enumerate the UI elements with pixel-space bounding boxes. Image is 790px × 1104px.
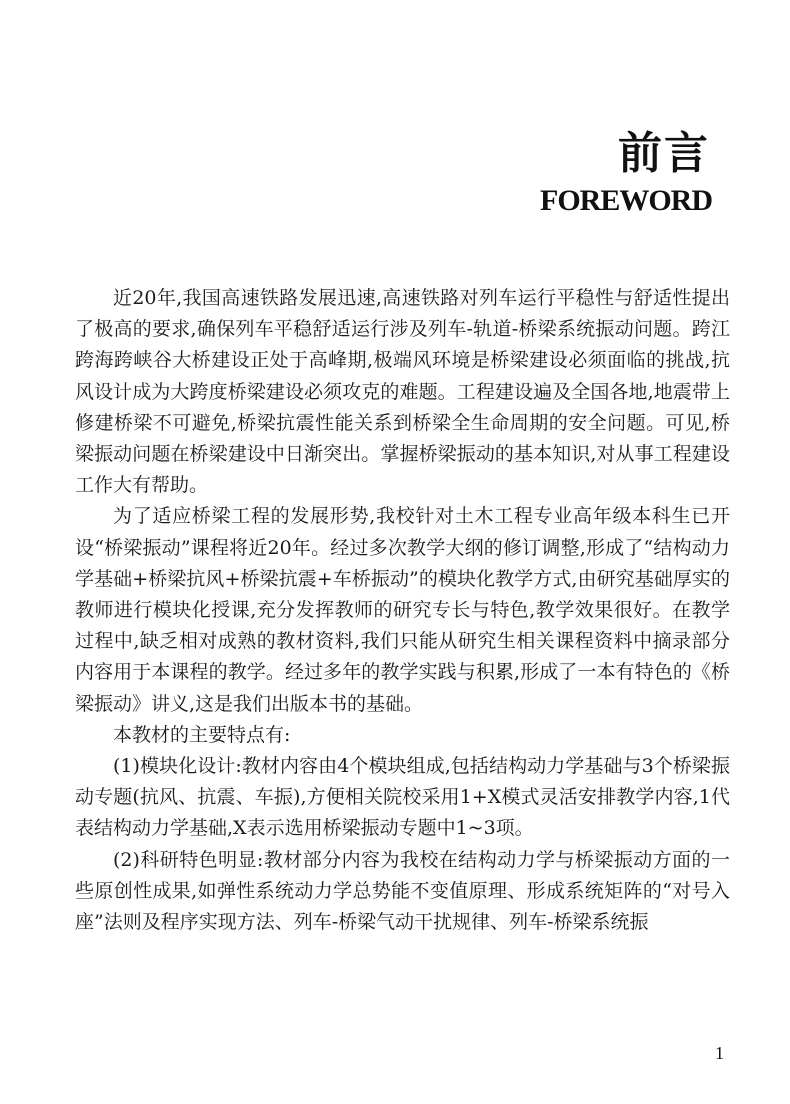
paragraph-feature-1: (1)模块化设计:教材内容由4个模块组成,包括结构动力学基础与3个桥梁振动专题(抗风、抗震、车振),方便相关院校采用1+X模式灵活安排教学内容,1代表结构动力学基础,X表示选用桥梁振动专题中1~3项。 — [75, 755, 730, 840]
chapter-title: 前言 — [618, 128, 710, 179]
paragraph-course-history: 为了适应桥梁工程的发展形势,我校针对土木工程专业高年级本科生已开设“桥梁振动”课程将近20年。经过多次教学大纲的修订调整,形成了“结构动力学基础+桥梁抗风+桥梁抗震+车桥振动”的模块化教学方式,由研究基础厚实的教师进行模块化授课,充分发挥教师的研究专长与特色,教学效果很好。在教学过程中,缺乏相对成熟的教材资料,我们只能从研究生相关课程资料中摘录部分内容用于本课程的教学。经过多年的教学实践与积累,形成了一本有特色的《桥梁振动》讲义,这是我们出版本书的基础。 — [75, 505, 730, 715]
paragraph-intro: 近20年,我国高速铁路发展迅速,高速铁路对列车运行平稳性与舒适性提出了极高的要求,确保列车平稳舒适运行涉及列车-轨道-桥梁系统振动问题。跨江跨海跨峡谷大桥建设正处于高峰期,极端风环境是桥梁建设必须面临的挑战,抗风设计成为大跨度桥梁建设必须攻克的难题。工程建设遍及全国各地,地震带上修建桥梁不可避免,桥梁抗震性能关系到桥梁全生命周期的安全问题。可见,桥梁振动问题在桥梁建设中日渐突出。掌握桥梁振动的基本知识,对从事工程建设工作大有帮助。 — [75, 287, 730, 497]
paragraph-features-heading: 本教材的主要特点有: — [113, 723, 291, 746]
chapter-title-english: FOREWORD — [540, 184, 712, 217]
body-text — [75, 283, 730, 938]
page-number: 1 — [715, 1043, 724, 1063]
paragraph-feature-2: (2)科研特色明显:教材部分内容为我校在结构动力学与桥梁振动方面的一些原创性成果,如弹性系统动力学总势能不变值原理、形成系统矩阵的“对号入座”法则及程序实现方法、列车-桥梁气动干扰规律、列车-桥梁系统振 — [75, 848, 730, 934]
